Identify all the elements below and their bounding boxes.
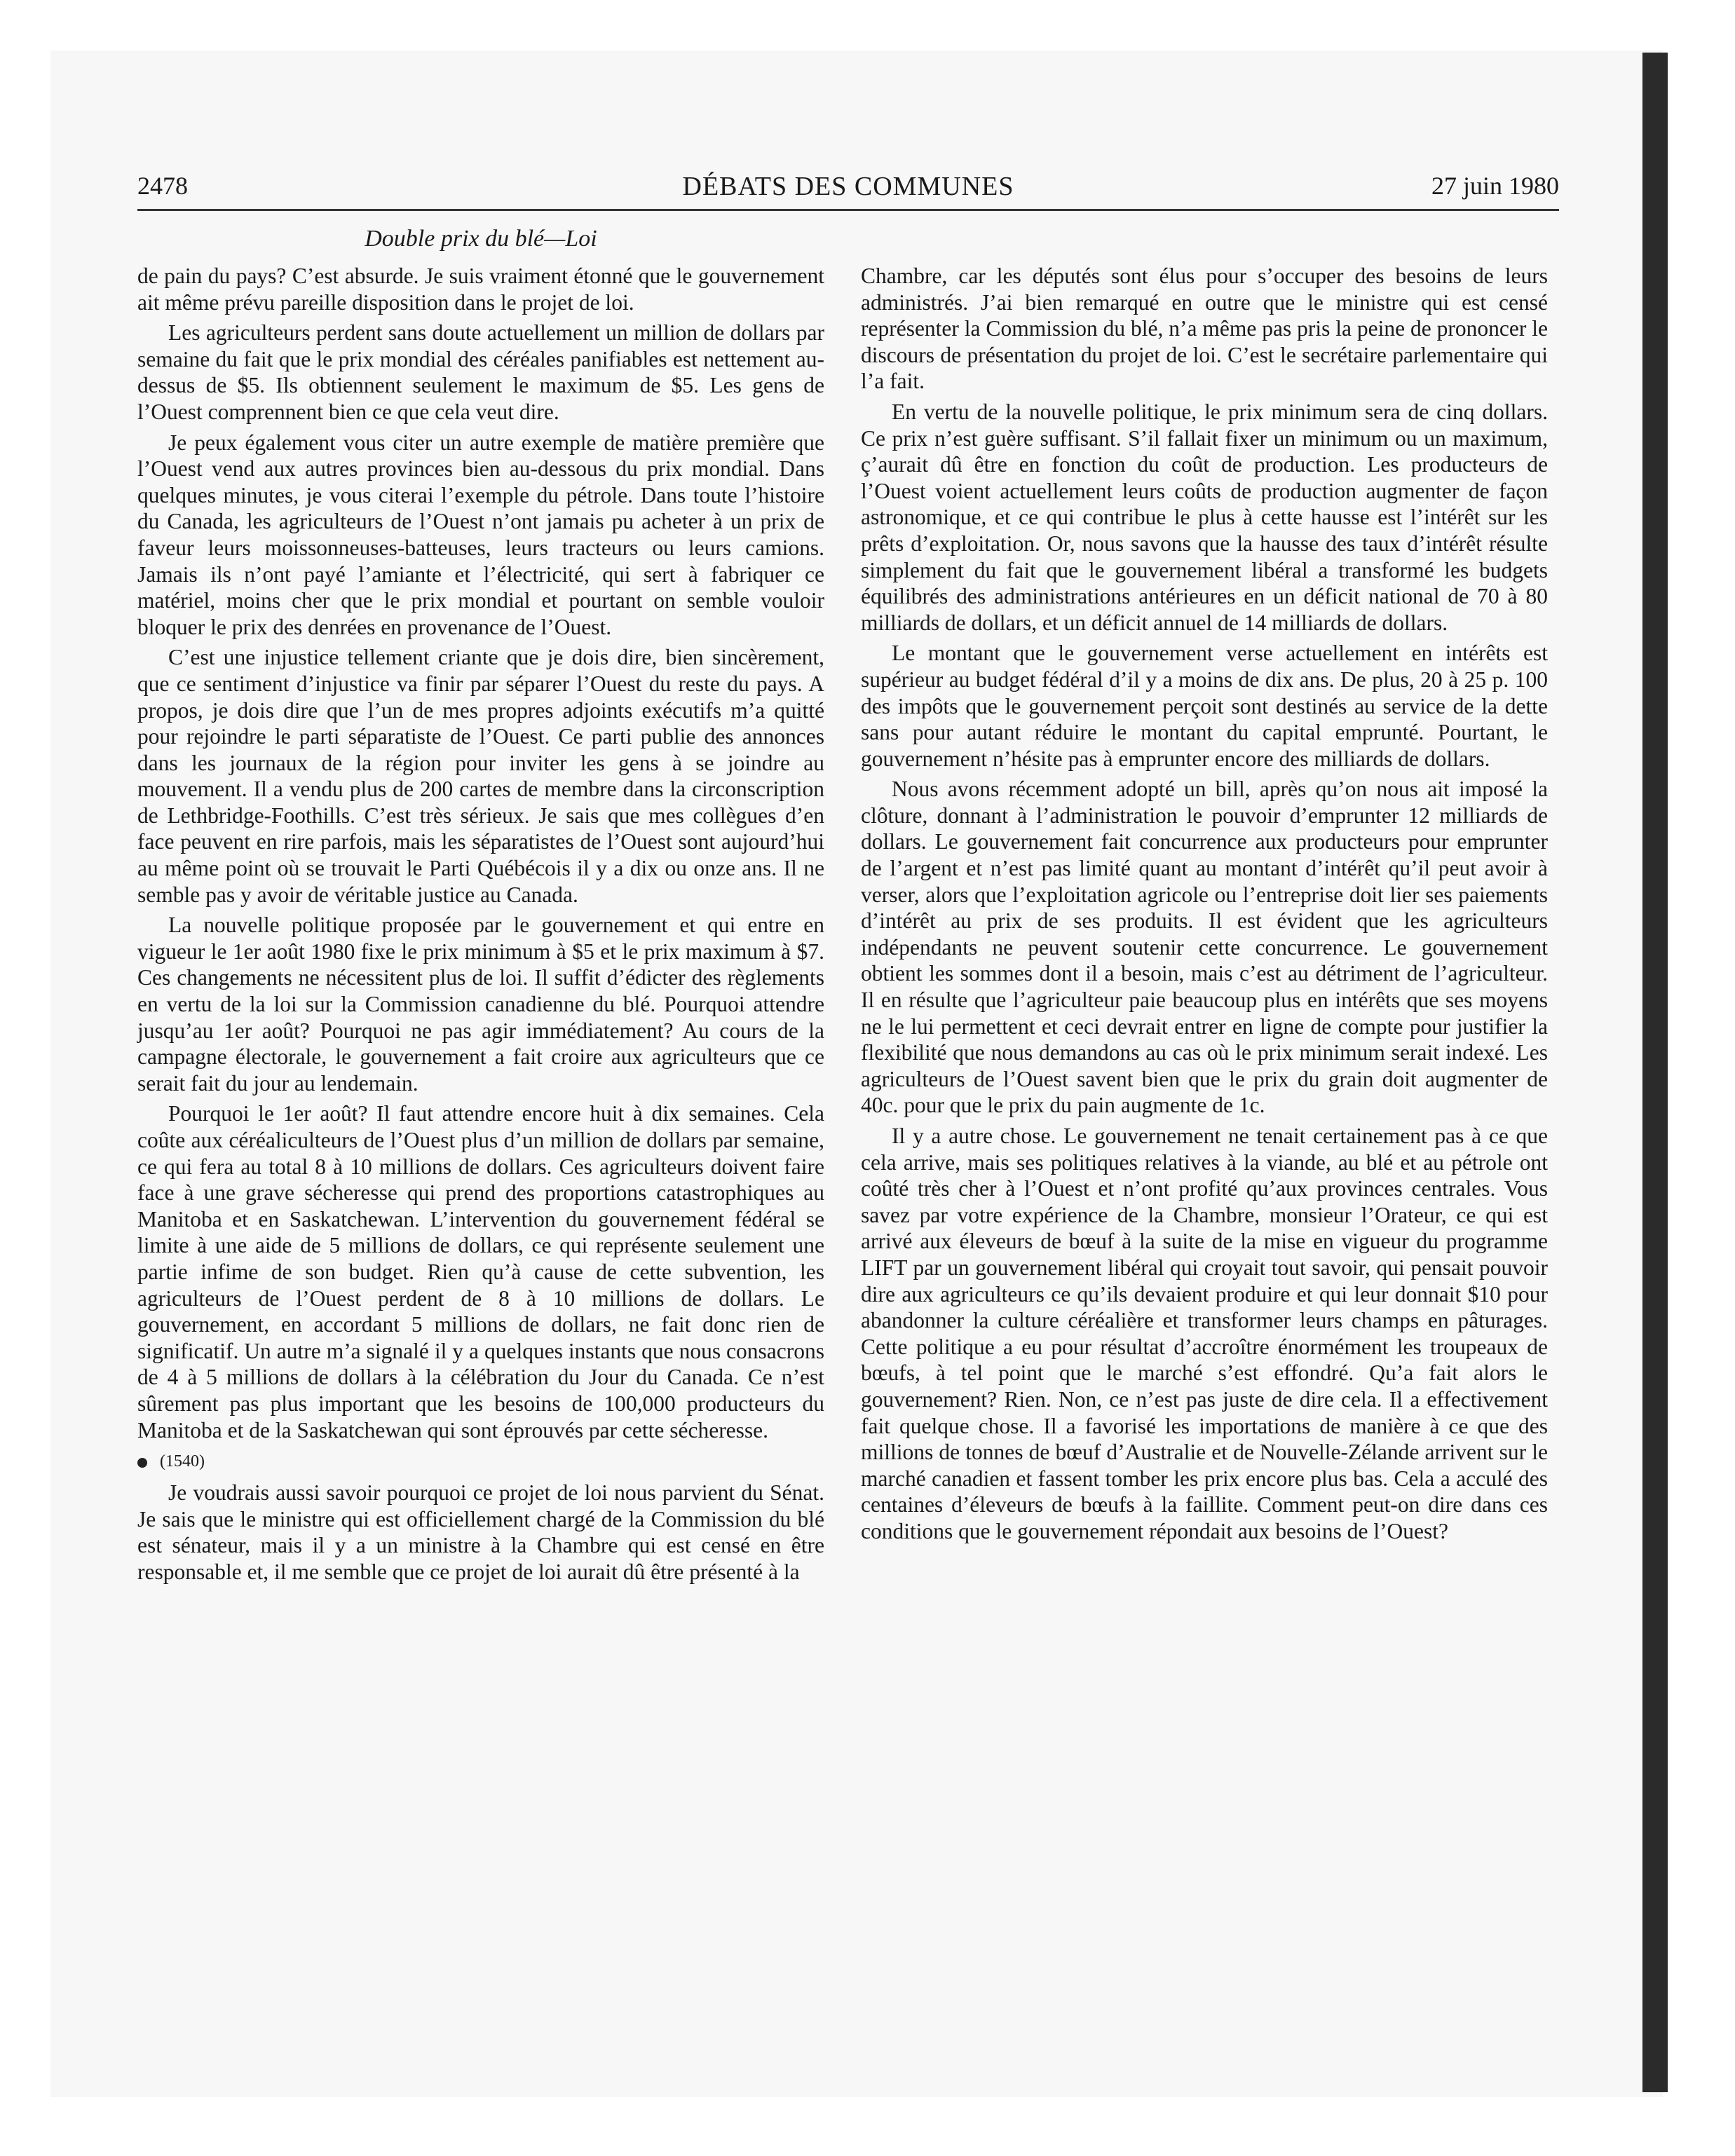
paragraph: Je peux également vous citer un autre exemple de matière première que l’Ouest vend aux autres provinces bien au-dessous du prix mondial. Dans quelques minutes, je vous citerai l’exemple du pétrole. Dans toute l’histoire du Canada, les agriculteurs de l’Ouest n’ont jamais pu acheter à un prix de faveur leurs moissonneuses-batteuses, leurs tracteurs ou leurs camions. Jamais ils n’ont payé l’amiante et l’électricité, qui sert à fabriquer ce matériel, moins cher que le prix mondial et pourtant on semble vouloir bloquer le prix des denrées en provenance de l’Ouest.: [137, 430, 824, 639]
header-rule: [137, 209, 1559, 211]
paragraph: de pain du pays? C’est absurde. Je suis vraiment étonné que le gouvernement ait même prévu pareille disposition dans le projet de loi.: [137, 264, 824, 315]
paragraph: Les agriculteurs perdent sans doute actuellement un million de dollars par semaine du fait que le prix mondial des céréales panifiables est nettement au-dessus de $5. Ils obtiennent seulement le maximum de $5. Les gens de l’Ouest comprennent bien ce que cela veut dire.: [137, 320, 824, 424]
publication-title: DÉBATS DES COMMUNES: [682, 172, 1014, 201]
left-column: [137, 263, 824, 1590]
page-header: [137, 171, 1559, 214]
time-marker-label: (1540): [160, 1452, 205, 1471]
page-date: 27 juin 1980: [1431, 172, 1559, 200]
page-binding-edge: [1642, 53, 1668, 2092]
right-column: [861, 263, 1548, 1549]
paragraph: Je voudrais aussi savoir pourquoi ce projet de loi nous parvient du Sénat. Je sais que le ministre qui est officiellement chargé de la Commission du blé est sénateur, mais il y a un ministre à la Chambre qui est censé en être responsable et, il me semble que ce projet de loi aurait dû être présenté à la: [137, 1480, 824, 1584]
running-head: Double prix du blé—Loi: [365, 226, 597, 252]
time-marker: [137, 1447, 824, 1475]
paragraph: C’est une injustice tellement criante que je dois dire, bien sincèrement, que ce sentiment d’injustice va finir par séparer l’Ouest du reste du pays. A propos, je dois dire que l’un de mes propres adjoints exécutifs m’a quitté pour rejoindre le parti séparatiste de l’Ouest. Ce parti publie des annonces dans les journaux de la région pour inviter les gens à se joindre au mouvement. Il a vendu plus de 200 cartes de membre dans la circonscription de Lethbridge-Foothills. C’est très sérieux. Je sais que mes collègues d’en face peuvent en rire parfois, mais les séparatistes de l’Ouest sont aujourd’hui au même point où se trouvait le Parti Québécois il y a dix ou onze ans. Il ne semble pas y avoir de véritable justice au Canada.: [137, 645, 824, 907]
paragraph: La nouvelle politique proposée par le gouvernement et qui entre en vigueur le 1er août 1980 fixe le prix minimum à $5 et le prix maximum à $7. Ces changements ne nécessitent plus de loi. Il suffit d’édicter des règlements en vertu de la loi sur la Commission canadienne du blé. Pourquoi attendre jusqu’au 1er août? Pourquoi ne pas agir immédiatement? Au cours de la campagne électorale, le gouvernement a fait croire aux agriculteurs que ce serait fait du jour au lendemain.: [137, 913, 824, 1096]
paragraph: Il y a autre chose. Le gouvernement ne tenait certainement pas à ce que cela arrive, mais ses politiques relatives à la viande, au blé et au pétrole ont coûté très cher à l’Ouest et n’ont profité qu’aux provinces centrales. Vous savez par votre expérience de la Chambre, monsieur l’Orateur, ce qui est arrivé aux éleveurs de bœuf à la suite de la mise en vigueur du programme LIFT par un gouvernement libéral qui croyait tout savoir, qui pensait pouvoir dire aux agriculteurs ce qu’ils devaient produire et qui leur donnait $10 pour abandonner la culture céréalière et transformer leurs champs en pâturages. Cette politique a eu pour résultat d’accroître énormément les troupeaux de bœufs, à tel point que le marché s’est effondré. Qu’a fait alors le gouvernement? Rien. Non, ce n’est pas juste de dire cela. Il a effectivement fait quelque chose. Il a favorisé les importations de manière à ce que des millions de tonnes de bœuf d’Australie et de Nouvelle-Zélande arrivent sur le marché canadien et fassent tomber les prix encore plus bas. Cela a acculé des centaines d’éleveurs de bœufs à la faillite. Comment peut-on dire dans ces conditions que le gouvernement répondait aux besoins de l’Ouest?: [861, 1124, 1548, 1543]
paragraph: Pourquoi le 1er août? Il faut attendre encore huit à dix semaines. Cela coûte aux céréaliculteurs de l’Ouest plus d’un million de dollars par semaine, ce qui fera au total 8 à 10 millions de dollars. Ces agriculteurs doivent faire face à une grave sécheresse qui prend des proportions catastrophiques au Manitoba et en Saskatchewan. L’intervention du gouvernement fédéral se limite à une aide de 5 millions de dollars, ce qui représente seulement une partie infime de son budget. Rien qu’à cause de cette subvention, les agriculteurs de l’Ouest perdent de 8 à 10 millions de dollars. Le gouvernement, en accordant 5 millions de dollars, ne fait donc rien de significatif. Un autre m’a signalé il y a quelques instants que nous consacrons de 4 à 5 millions de dollars à la célébration du Jour du Canada. Ce n’est sûrement pas plus important que les besoins de 100,000 producteurs du Manitoba et de la Saskatchewan qui sont éprouvés par cette sécheresse.: [137, 1101, 824, 1442]
paragraph: En vertu de la nouvelle politique, le prix minimum sera de cinq dollars. Ce prix n’est guère suffisant. S’il fallait fixer un minimum ou un maximum, ç’aurait dû être en fonction du coût de production. Les producteurs de l’Ouest voient actuellement leurs coûts de production augmenter de façon astronomique, et ce qui contribue le plus à cette hausse est l’intérêt sur les prêts d’exploitation. Or, nous savons que la hausse des taux d’intérêt résulte simplement du fait que le gouvernement libéral a transformé les budgets équilibrés des administrations antérieures en un déficit national de 70 à 80 milliards de dollars, et un déficit annuel de 14 milliards de dollars.: [861, 399, 1548, 635]
paragraph: Chambre, car les députés sont élus pour s’occuper des besoins de leurs administrés. J’ai bien remarqué en outre que le ministre qui est censé représenter la Commission du blé, n’a même pas pris la peine de prononcer le discours de présentation du projet de loi. C’est le secrétaire parlementaire qui l’a fait.: [861, 264, 1548, 394]
paragraph: Le montant que le gouvernement verse actuellement en intérêts est supérieur au budget fédéral d’il y a moins de dix ans. De plus, 20 à 25 p. 100 des impôts que le gouvernement perçoit sont destinés au service de la dette sans pour autant réduire le montant du capital emprunté. Pourtant, le gouvernement n’hésite pas à emprunter encore des milliards de dollars.: [861, 641, 1548, 771]
paragraph: Nous avons récemment adopté un bill, après qu’on nous ait imposé la clôture, donnant à l’administration le pouvoir d’emprunter 12 milliards de dollars. Le gouvernement fait concurrence aux producteurs pour emprunter de l’argent et n’est pas limité quant au montant d’intérêt qu’il peut avoir à verser, alors que l’exploitation agricole ou l’entreprise doit lier ses paiements d’intérêt au prix de ses produits. Il est évident que les agriculteurs indépendants ne peuvent soutenir cette concurrence. Le gouvernement obtient les sommes dont il a besoin, mais c’est au détriment de l’agriculteur. Il en résulte que l’agriculteur paie beaucoup plus en intérêts que ses moyens ne le lui permettent et ceci devrait entrer en ligne de compte pour justifier la flexibilité que nous demandons au cas où le prix minimum serait indexé. Les agriculteurs de l’Ouest savent bien que le prix du grain doit augmenter de 40c. pour que le prix du pain augmente de 1c.: [861, 777, 1548, 1118]
page-number: 2478: [137, 172, 188, 200]
bullet-icon: [137, 1458, 147, 1468]
